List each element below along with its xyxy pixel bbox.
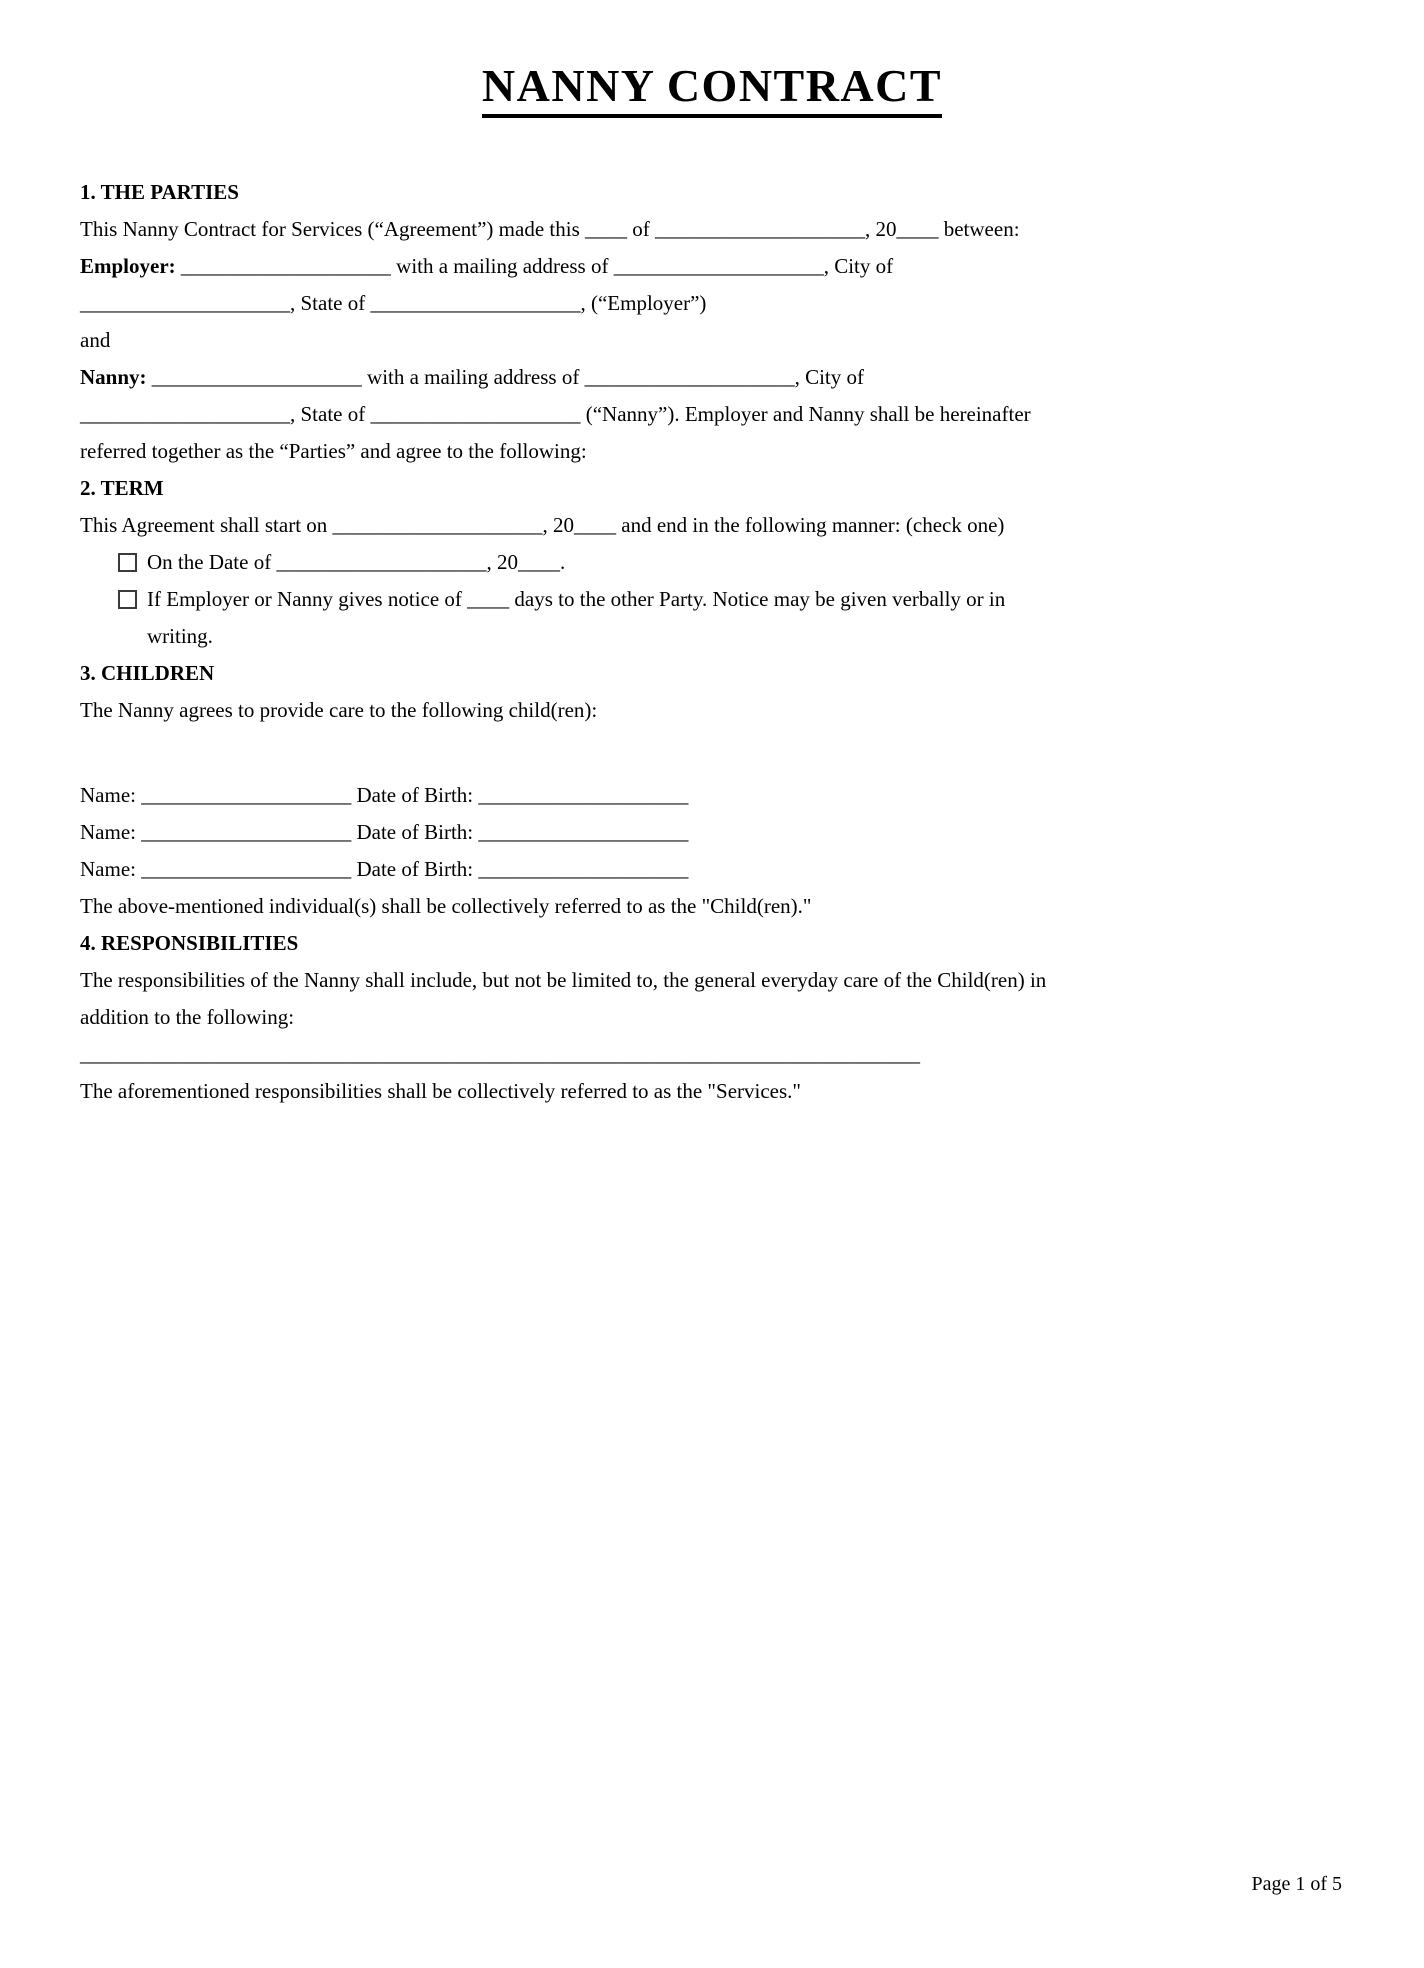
children-rows [80,777,1058,888]
child-name-blank: ____________________ [141,857,352,882]
document-title: NANNY CONTRACT [482,58,942,118]
child-dob-label: Date of Birth: [356,783,474,808]
employer-text: ____________________ with a mailing address of ____________________, City of ____________________, State of ____________________, (“Employer”) [80,254,894,316]
child-name-blank: ____________________ [141,820,352,845]
document-body [80,174,1058,1110]
child-dob-label: Date of Birth: [356,820,474,845]
section-heading-responsibilities: 4. RESPONSIBILITIES [80,931,299,956]
child-dob-label: Date of Birth: [356,857,474,882]
children-outro-paragraph: The above-mentioned individual(s) shall be collectively referred to as the "Child(ren)." [80,894,812,919]
section-heading-term: 2. TERM [80,476,164,501]
parties-intro-paragraph: This Nanny Contract for Services (“Agreement”) made this ____ of ____________________, 20____ between: [80,217,1020,242]
child-dob-blank: ____________________ [478,820,689,845]
child-row [80,814,1058,851]
child-dob-blank: ____________________ [478,857,689,882]
child-row [80,777,1058,814]
children-intro-paragraph: The Nanny agrees to provide care to the following child(ren): [80,698,598,723]
term-option-date [80,544,1058,581]
connector-paragraph: and [80,328,111,353]
nanny-label: Nanny: [80,365,147,390]
term-option-date-label: On the Date of ____________________, 20____. [147,550,566,575]
employer-paragraph [80,248,1058,322]
term-option-notice-label: If Employer or Nanny gives notice of ____ days to the other Party. Notice may be given verbally or in writing. [147,587,1006,649]
child-name-label: Name: [80,820,136,845]
nanny-paragraph [80,359,1058,470]
term-intro-paragraph: This Agreement shall start on ____________________, 20____ and end in the following manner: (check one) [80,513,1005,538]
term-option-notice [80,581,1058,655]
nanny-text: ____________________ with a mailing address of ____________________, City of ____________________, State of ____________________ (“Nanny”). Employer and Nanny shall be hereinafter referred together as the “Parties” and agree to the following: [80,365,1031,464]
child-name-label: Name: [80,783,136,808]
child-name-blank: ____________________ [141,783,352,808]
employer-label: Employer: [80,254,176,279]
section-heading-parties: 1. THE PARTIES [80,180,239,205]
child-row [80,851,1058,888]
term-option-date-checkbox[interactable] [118,553,137,572]
child-dob-blank: ____________________ [478,783,689,808]
title-block [0,0,1424,118]
responsibilities-fill-line: ________________________________________________________________________________ [80,1042,920,1067]
page-number: Page 1 of 5 [1251,1873,1342,1895]
responsibilities-outro-paragraph: The aforementioned responsibilities shall be collectively referred to as the "Services." [80,1079,801,1104]
child-name-label: Name: [80,857,136,882]
term-option-notice-checkbox[interactable] [118,590,137,609]
responsibilities-intro-paragraph: The responsibilities of the Nanny shall include, but not be limited to, the general everyday care of the Child(ren) in addition to the following: [80,968,1047,1030]
section-heading-children: 3. CHILDREN [80,661,215,686]
